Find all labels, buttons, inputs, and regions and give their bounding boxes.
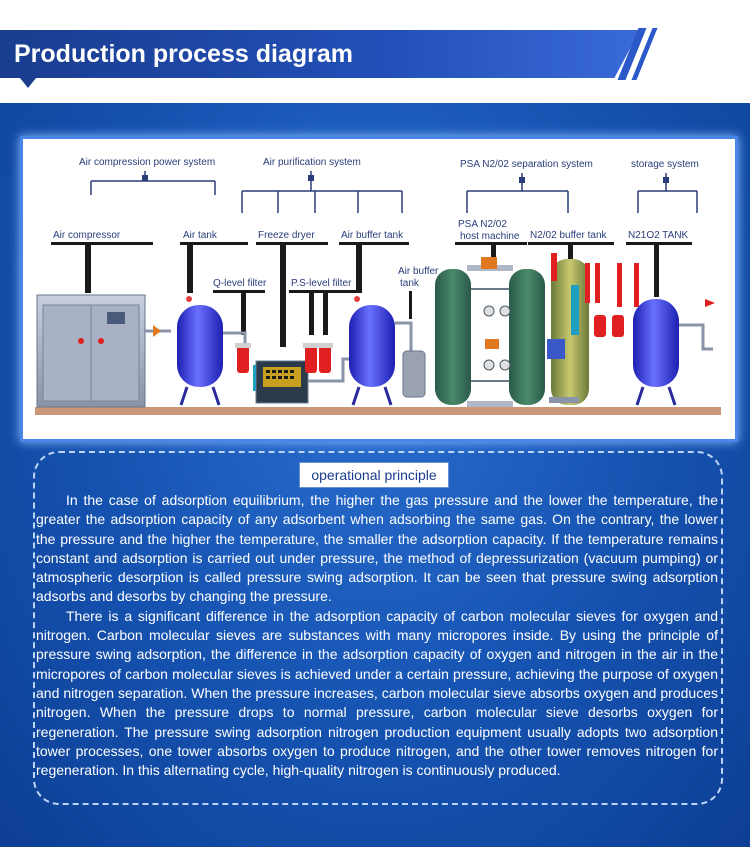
principle-text: [36, 491, 718, 780]
n2o2-buffer-tank: [547, 253, 589, 405]
system-label: Air purification system: [263, 157, 361, 168]
freeze-dryer: [253, 361, 308, 403]
small-air-buffer-tank: [403, 351, 425, 397]
label-air-buffer-small-1: Air buffer: [398, 266, 439, 277]
system-label: PSA N2/02 separation system: [460, 159, 593, 170]
label-n2o2-tank: N21O2 TANK: [628, 230, 689, 241]
label-freeze-dryer: Freeze dryer: [258, 230, 315, 241]
label-air-buffer-small-2: tank: [400, 278, 419, 289]
label-q-level-filter: Q-level filter: [213, 278, 267, 289]
label-psa-host-1: PSA N2/02: [458, 219, 507, 230]
system-header-air-purification: [242, 157, 402, 213]
label-air-buffer-tank: Air buffer tank: [341, 230, 404, 241]
principle-label: operational principle: [299, 462, 449, 488]
principle-paragraph: In the case of adsorption equilibrium, the higher the gas pressure and the lower the temperature, the greater the adsorption capacity of any adsorbent when adsorbing the same gas. On the contrary, the lower the pressure and the higher the temperature, the smaller the adsorption capacity. If the temperature remains constant and adsorption is carried out under pressure, the method of depressurization (vacuum pumping) or atmospheric desorption is called pressure swing adsorption. It can be seen that pressure swing adsorption adsorbs and desorbs by changing the pressure.: [36, 492, 718, 605]
process-diagram: [23, 139, 729, 433]
system-label: storage system: [631, 159, 699, 170]
label-air-tank: Air tank: [183, 230, 217, 241]
air-compressor-unit: [37, 295, 145, 407]
ps-level-filters: [303, 343, 333, 373]
system-header-air-compression: [79, 157, 215, 195]
psa-host-machine: [435, 257, 545, 407]
page-title: Production process diagram: [14, 40, 353, 68]
air-buffer-tank: [349, 296, 395, 405]
system-header-storage: [631, 159, 699, 213]
n2o2-storage-tank: [633, 299, 715, 405]
label-n2o2-buffer-tank: N2/02 buffer tank: [530, 230, 607, 241]
system-label: Air compression power system: [79, 157, 216, 168]
label-ps-level-filter: P.S-level filter: [291, 278, 352, 289]
principle-paragraph: There is a significant difference in the adsorption capacity of carbon molecular sieves for oxygen and nitrogen. Carbon molecular sieves are substances with many micropores inside. By using the principle of pressure swing adsorption, the difference in the adsorption capacity of oxygen and nitrogen in the air in the micropores of carbon molecular sieves is achieved under a certain pressure, achieving the purpose of oxygen and nitrogen separation. When the pressure increases, carbon molecular sieve absorbs oxygen and produces nitrogen. When the pressure drops to normal pressure, carbon molecular sieve desorbs oxygen for regeneration. The pressure swing adsorption nitrogen production equipment usually adopts two adsorption tower processes, one tower absorbs oxygen to produce nitrogen, and the other tower removes nitrogen for regeneration. In this alternating cycle, high-quality nitrogen is continuously produced.: [36, 607, 718, 779]
ground-slab: [35, 407, 721, 415]
label-psa-host-2: host machine: [460, 231, 520, 242]
q-level-filter: [235, 343, 251, 373]
title-notch: [20, 78, 36, 88]
flow-rods: [585, 263, 639, 337]
air-tank: [177, 296, 223, 405]
system-header-psa: [460, 159, 593, 213]
label-air-compressor: Air compressor: [53, 230, 121, 241]
